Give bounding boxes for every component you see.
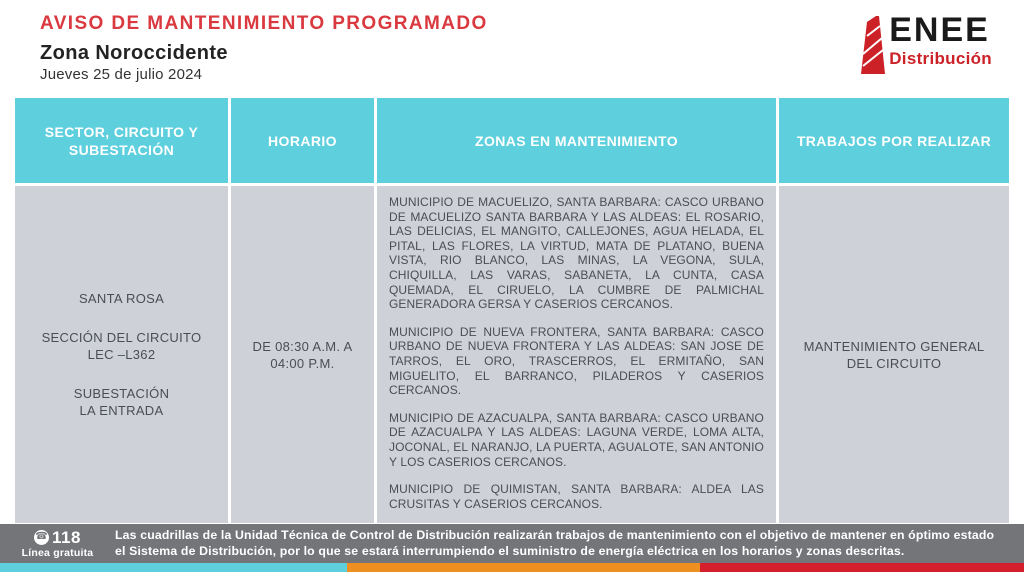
col-header-zonas: ZONAS EN MANTENIMIENTO — [377, 98, 776, 183]
substation — [74, 385, 170, 419]
substation-line2: LA ENTRADA — [79, 403, 164, 418]
date-text: Jueves 25 de julio 2024 — [40, 66, 203, 83]
footer-bar — [0, 524, 1024, 563]
sector-name: SANTA ROSA — [78, 291, 165, 306]
schedule-text: DE 08:30 A.M. A 04:00 P.M. — [252, 338, 353, 371]
stripe-cyan — [0, 563, 347, 572]
footer-message: Las cuadrillas de la Unidad Técnica de Control de Distribución realizarán trabajos de mantenimiento con el objetivo de mantener en óptimo estado el Sistema de Distribución, por lo que se estará interrumpiendo el suministro de energía eléctrica en los horarios y zonas descritas. — [115, 528, 995, 558]
hotline-label: Línea gratuita — [21, 546, 94, 559]
logo-text — [889, 12, 992, 69]
page-title: AVISO DE MANTENIMIENTO PROGRAMADO — [40, 13, 488, 34]
cell-trabajos — [779, 186, 1009, 523]
zone-paragraph-azacualpa: MUNICIPIO DE AZACUALPA, SANTA BARBARA: CASCO URBANO DE AZACUALPA Y LAS ALDEAS: LAGUNA VERDE, LOMA ALTA, JOCONAL, EL NARANJO, LA PUERTA, AGUALOTE, SAN ANTONIO Y LOS CASERIOS CERCANOS. — [389, 410, 764, 469]
enee-logo — [859, 12, 992, 74]
logo-distribucion-wordmark: Distribución — [889, 49, 992, 68]
circuit-section-line2: LEC –L362 — [87, 347, 156, 362]
phone-icon: ☎ — [34, 530, 49, 545]
stripe-orange — [347, 563, 700, 572]
maintenance-table — [15, 98, 1009, 523]
zone-paragraph-quimistan: MUNICIPIO DE QUIMISTAN, SANTA BARBARA: ALDEA LAS CRUSITAS Y CASERIOS CERCANOS. — [389, 482, 764, 511]
cell-sector — [15, 186, 228, 523]
col-header-sector: SECTOR, CIRCUITO Y SUBESTACIÓN — [15, 98, 228, 183]
transmission-tower-icon — [859, 16, 885, 74]
col-header-horario: HORARIO — [231, 98, 374, 183]
hotline-number: 118 — [52, 527, 81, 547]
cell-zonas — [377, 186, 776, 523]
cell-horario — [231, 186, 374, 523]
col-header-trabajos: TRABAJOS POR REALIZAR — [779, 98, 1009, 183]
zone-paragraph-macuelizo: MUNICIPIO DE MACUELIZO, SANTA BARBARA: CASCO URBANO DE MACUELIZO SANTA BARBARA Y LAS ALDEAS: EL ROSARIO, LAS DELICIAS, EL MANGITO, CALLEJONES, AGUA HELADA, EL PITAL, LAS FLORES, LA VIRTUD, MATA DE PLATANO, BUENA VISTA, RIO BLANCO, LAS MINAS, LA VEGONA, SULA, CHIQUILLA, LAS VARAS, SABANETA, LA CUNTA, CASA QUEMADA, EL CIRUELO, LA CUMBRE DE PALMICHAL GENERADORA GERSA Y CASERIOS CERCANOS. — [389, 195, 764, 312]
circuit-section-line1: SECCIÓN DEL CIRCUITO — [41, 330, 202, 345]
brand-stripes — [0, 563, 1024, 572]
stripe-red — [700, 563, 1024, 572]
hotline-row — [34, 529, 81, 546]
logo-enee-wordmark: ENEE — [889, 11, 990, 49]
zone-subtitle: Zona Noroccidente — [40, 42, 228, 64]
zone-paragraph-nueva-frontera: MUNICIPIO DE NUEVA FRONTERA, SANTA BARBARA: CASCO URBANO DE NUEVA FRONTERA Y LAS ALDEAS: SAN JOSE DE TARROS, EL ORO, TRASCERROS, EL ERMITAÑO, SAN MIGUELITO, EL BARRANCO, PILADEROS Y CASERIOS CERCANOS. — [389, 324, 764, 398]
hotline-block — [0, 529, 115, 559]
work-description: MANTENIMIENTO GENERAL DEL CIRCUITO — [803, 338, 985, 371]
substation-line1: SUBESTACIÓN — [73, 386, 170, 401]
circuit-section — [42, 329, 202, 363]
